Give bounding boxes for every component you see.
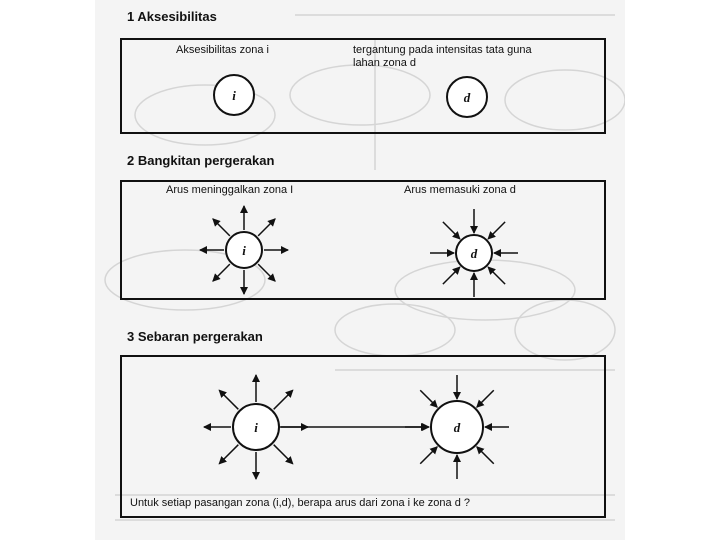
section-2-label-left: Arus meninggalkan zona I xyxy=(166,184,294,196)
section-3-title: 3 Sebaran pergerakan xyxy=(127,329,263,344)
zone-d-node-s3-label: d xyxy=(453,420,461,435)
zone-d-node-s1-label: d xyxy=(463,90,471,105)
zone-i-node-s2-label: i xyxy=(242,243,246,258)
section-1-label-right-line2: lahan zona d xyxy=(353,57,416,69)
zone-i-node-s1-label: i xyxy=(232,88,236,103)
section-3-caption: Untuk setiap pasangan zona (i,d), berapa arus dari zona i ke zona d ? xyxy=(130,497,470,509)
section-1-label-right-line1: tergantung pada intensitas tata guna xyxy=(353,44,532,56)
zone-d-node-s2-label: d xyxy=(470,246,478,261)
zone-i-node-s3-label: i xyxy=(254,420,258,435)
section-2-label-right: Arus memasuki zona d xyxy=(404,184,516,196)
section-2-title: 2 Bangkitan pergerakan xyxy=(127,153,275,168)
section-1-title: 1 Aksesibilitas xyxy=(127,9,217,24)
section-1-label-left: Aksesibilitas zona i xyxy=(176,44,269,56)
section-3-box xyxy=(120,355,606,518)
section-2-box xyxy=(120,180,606,300)
